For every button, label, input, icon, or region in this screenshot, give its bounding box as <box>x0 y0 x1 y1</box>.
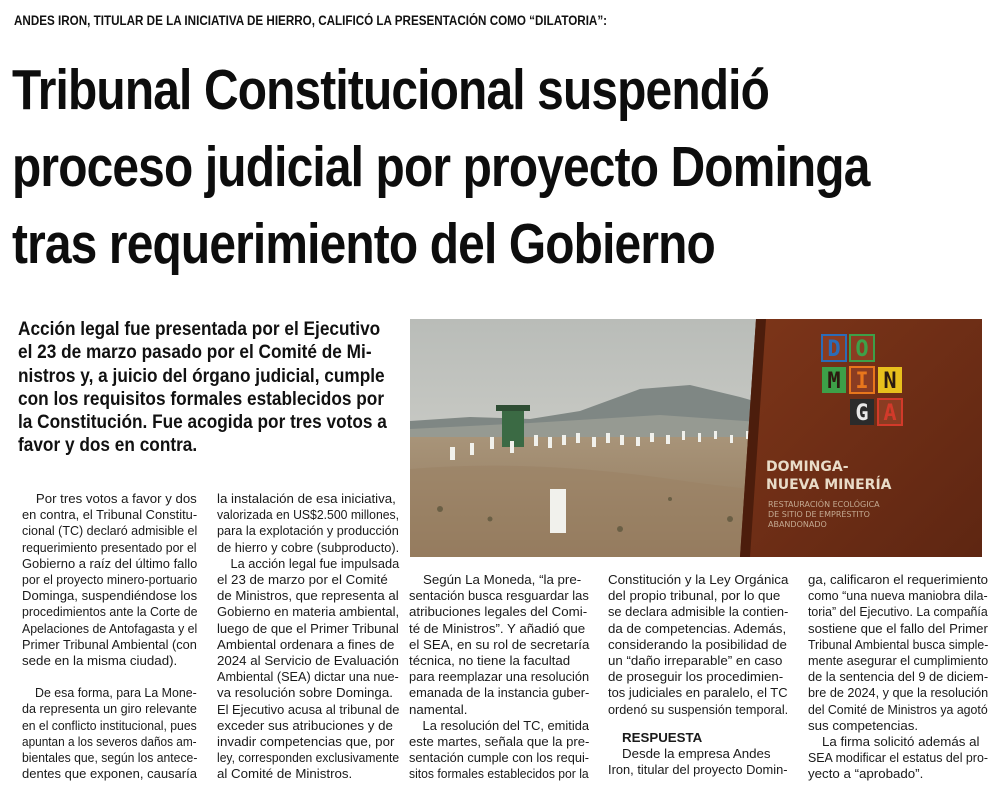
text-line: sitos formales establecidos por la <box>409 766 589 782</box>
text-line: al Comité de Ministros. <box>217 766 353 782</box>
sign-letter: G <box>855 401 869 426</box>
text-line: sede en la misma ciudad). <box>22 653 178 669</box>
text-line: ordenó su suspensión temporal. <box>608 701 789 717</box>
text-line: la instalación de esa iniciativa, <box>217 491 396 506</box>
text-line: requerimiento presentado por el <box>22 539 197 555</box>
text-line: para reemplazar una resolución <box>409 669 590 685</box>
sign-letter: N <box>883 369 897 394</box>
text-line: un “daño irreparable” en caso <box>608 653 783 669</box>
sign-small: DE SITIO DE EMPRÉSTITO <box>768 510 870 519</box>
lead-line: el 23 de marzo pasado por el Comité de Mi- <box>18 341 372 364</box>
text-line: Por tres votos a favor y dos <box>35 491 197 506</box>
text-line: este martes, señala que la pre- <box>409 734 590 750</box>
text-line: exceder sus atribuciones y de <box>217 717 393 733</box>
text-line: sus competencias. <box>808 717 919 733</box>
text-line: de la sentencia del 9 de diciem- <box>808 669 989 685</box>
article-column-2 <box>217 491 399 783</box>
text-line: valorizada en US$2.500 millones, <box>217 507 400 523</box>
text-line: De esa forma, para La Mone- <box>35 685 197 701</box>
headline-line: tras requerimiento del Gobierno <box>12 212 715 276</box>
text-line: se declara admisible la contien- <box>608 604 789 620</box>
lead-paragraph <box>18 318 396 458</box>
text-line: Ambiental (SEA) dictar una nue- <box>217 669 399 685</box>
lead-line: con los requisitos formales establecidos por <box>18 387 385 410</box>
lead-line: nistros y, a juicio del órgano judicial, cumple <box>18 364 385 387</box>
text-line: Dominga, suspendiéndose los <box>22 588 198 604</box>
text-line: El Ejecutivo acusa al tribunal de <box>217 701 400 717</box>
section-subhead: RESPUESTA <box>622 729 703 745</box>
text-line: el SEA, en su rol de secretaría <box>409 636 590 652</box>
text-line: bientales que, según los antece- <box>22 750 198 766</box>
text-line: SEA modificar el estatus del pro- <box>808 750 988 766</box>
text-line: tos judiciales en paralelo, el TC <box>608 685 788 701</box>
sign-small: RESTAURACIÓN ECOLÓGICA <box>768 500 880 509</box>
text-line: da representa un giro relevante <box>22 701 197 717</box>
text-line: ga, calificaron el requerimiento <box>808 572 989 587</box>
text-line: La resolución del TC, emitida <box>422 717 590 733</box>
text-line: ley, corresponden exclusivamente <box>217 750 400 766</box>
text-line: Desde la empresa Andes <box>622 746 771 762</box>
text-line: yecto a “aprobado”. <box>808 766 924 782</box>
sign-letter: D <box>827 337 841 362</box>
sign-letter: O <box>855 337 869 362</box>
kicker: ANDES IRON, TITULAR DE LA INICIATIVA DE HIERRO, CALIFICÓ LA PRESENTACIÓN COMO “DILATORIA”: <box>14 13 608 28</box>
paragraph-gap <box>608 718 788 730</box>
sign-small: ABANDONADO <box>768 520 827 529</box>
text-line: toria” del Ejecutivo. La compañía <box>808 604 988 620</box>
article-column-1 <box>22 491 197 782</box>
text-line: bre de 2024, y que la resolución <box>808 685 989 701</box>
text-line: mente asegurar el cumplimiento <box>808 653 989 669</box>
dominga-site-photo <box>410 319 982 557</box>
text-line: del Comité de Ministros ya agotó <box>808 701 988 717</box>
text-line: Primer Tribunal Ambiental (con <box>22 636 197 652</box>
text-line: luego de que el Primer Tribunal <box>217 620 399 636</box>
text-line: en contra, el Tribunal Constitu- <box>22 507 198 523</box>
text-line: Según La Moneda, “la pre- <box>423 572 582 587</box>
sign-letter: A <box>883 401 897 426</box>
lead-line: favor y dos en contra. <box>18 434 198 457</box>
text-line: va resolución sobre Dominga. <box>217 685 393 701</box>
text-line: da de competencias. Además, <box>608 620 787 636</box>
text-line: Constitución y la Ley Orgánica <box>608 572 789 587</box>
text-line: sentación cumple con los requi- <box>409 750 590 766</box>
sign-letter: M <box>827 369 841 394</box>
lead-line: la Constitución. Fue acogida por tres votos a <box>18 411 387 434</box>
text-line: considerando la posibilidad de <box>608 636 787 652</box>
text-line: procedimientos ante la Corte de <box>22 604 198 620</box>
article-photo <box>410 319 982 557</box>
text-line: como “una nueva maniobra dila- <box>808 588 988 604</box>
article-column-5 <box>808 572 988 783</box>
text-line: invadir competencias que, por <box>217 734 395 750</box>
text-line: de Ministros, que representa al <box>217 588 399 604</box>
paragraph-gap <box>22 669 197 685</box>
text-line: sentación busca resguardar las <box>409 588 589 604</box>
text-line: atribuciones legales del Comi- <box>409 604 588 620</box>
text-line: para la explotación y producción <box>217 523 399 539</box>
headline <box>12 52 970 283</box>
text-line: Iron, titular del proyecto Domin- <box>608 762 788 778</box>
headline-line: proceso judicial por proyecto Dominga <box>12 135 870 199</box>
text-line: 2024 al Servicio de Evaluación <box>217 653 399 669</box>
text-line: Ambiental ordenara a fines de <box>217 636 395 652</box>
text-line: del propio tribunal, por lo que <box>608 588 781 604</box>
sign-title: NUEVA MINERÍA <box>766 477 892 493</box>
text-line: apuntan a los severos daños am- <box>22 733 197 749</box>
sign-title: DOMINGA- <box>766 459 849 475</box>
text-line: de proseguir los procedimien- <box>608 669 784 685</box>
text-line: namental. <box>409 701 468 717</box>
text-line: emanada de la instancia guber- <box>409 685 590 701</box>
text-line: té de Ministros”. Y añadió que <box>409 620 586 636</box>
text-line: en el conflicto institucional, pues <box>22 717 197 733</box>
text-line: técnica, no tiene la facultad <box>409 653 571 669</box>
text-line: Tribunal Ambiental busca simple- <box>808 636 989 652</box>
text-line: por el proyecto minero-portuario <box>22 572 198 588</box>
text-line: La acción legal fue impulsada <box>230 555 400 571</box>
text-line: el 23 de marzo por el Comité <box>217 572 388 588</box>
text-line: de hierro y cobre (subproducto). <box>217 539 400 555</box>
sign-letter: I <box>855 369 869 394</box>
text-line: Gobierno a raíz del último fallo <box>22 555 198 571</box>
text-line: dentes que exponen, causaría <box>22 766 197 782</box>
lead-line: Acción legal fue presentada por el Ejecutivo <box>18 318 381 340</box>
text-line: sostiene que el fallo del Primer <box>808 620 988 636</box>
article-column-4 <box>608 572 788 778</box>
article-column-3 <box>409 572 589 783</box>
text-line: La firma solicitó además al <box>822 734 980 750</box>
headline-line: Tribunal Constitucional suspendió <box>12 58 770 122</box>
text-line: Gobierno en materia ambiental, <box>217 604 400 620</box>
text-line: Apelaciones de Antofagasta y el <box>22 620 198 636</box>
text-line: cional (TC) declaró admisible el <box>22 523 198 539</box>
